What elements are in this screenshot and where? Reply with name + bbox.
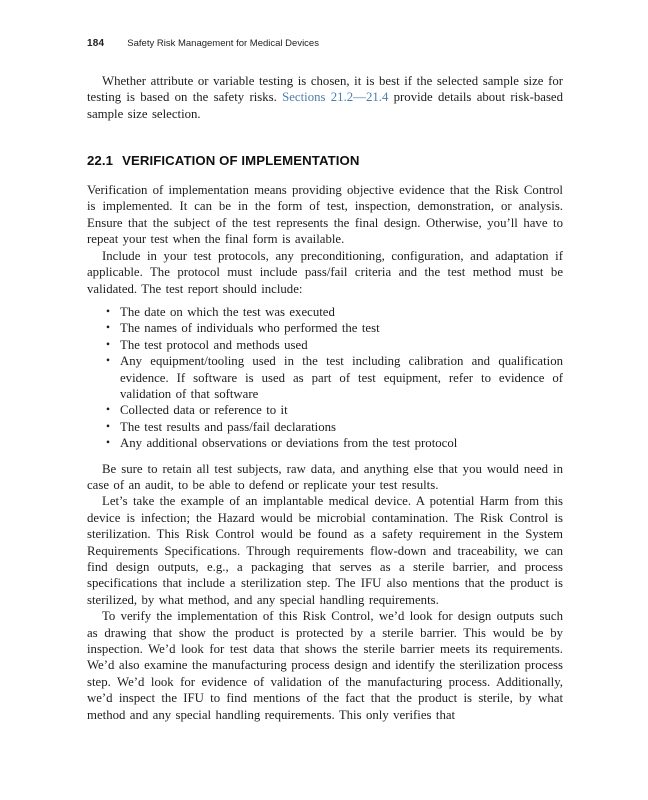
intro-text-before: Whether attribute or variable testing is chosen, it is best if the selected sample size for testing is based on the safety risks. <box>87 74 563 105</box>
paragraph-verification: Verification of implementation means providing objective evidence that the Risk Control is implemented. It can be in the form of test, inspection, demonstration, or analysis. Ensure that the subject of the test represents the final design. Otherwise, you’ll have to repeat your test when the final form is available. <box>87 183 563 247</box>
paragraph-verify-risk-control: To verify the implementation of this Risk Control, we’d look for design outputs such as drawing that show the product is protected by a sterile barrier. This would be by inspection. We’d look for test data that shows the sterile barrier meets its requirements. We’d also examine the manufacturing process design and identify the sterilization process step. We’d look for evidence of validation of the manufacturing process. Additionally, we’d inspect the IFU to find mentions of the fact that the product is sterile, by what method and any special handling requirements. This only verifies that <box>87 609 563 722</box>
list-item: • The test results and pass/fail declarations <box>87 419 563 435</box>
list-item: • The names of individuals who performed the test <box>87 320 563 336</box>
list-item: • The date on which the test was executed <box>87 304 563 320</box>
running-title: Safety Risk Management for Medical Devices <box>127 38 319 49</box>
section-cross-reference-link[interactable]: Sections 21.2—21.4 <box>282 90 389 105</box>
section-title: VERIFICATION OF IMPLEMENTATION <box>122 153 360 169</box>
paragraph-intro <box>87 73 563 122</box>
list-item: • Any additional observations or deviations from the test protocol <box>87 435 563 451</box>
list-item: • Any equipment/tooling used in the test including calibration and qualification evidence. If software is used as part of test equipment, refer to evidence of validation of that software <box>87 353 563 402</box>
paragraph-implantable-example: Let’s take the example of an implantable medical device. A potential Harm from this device is infection; the Hazard would be microbial contamination. The Risk Control is sterilization. This Risk Control would be found as a safety requirement in the System Requirements Specifications. Through requirements flow-down and traceability, we can find design outputs, e.g., a packaging that serves as a sterile barrier, and process specifications that include a sterilization step. The IFU also mentions that the product is sterilized, by what method, and any special handling requirements. <box>87 494 563 607</box>
list-item: • Collected data or reference to it <box>87 402 563 418</box>
running-header <box>87 38 563 49</box>
intro-text-after: provide details about risk-based sample size selection. <box>87 90 563 121</box>
section-number: 22.1 <box>87 153 114 169</box>
page-number: 184 <box>87 38 105 49</box>
test-report-bullet-list <box>87 304 563 452</box>
list-item: • The test protocol and methods used <box>87 337 563 353</box>
paragraph-retain-data: Be sure to retain all test subjects, raw data, and anything else that you would need in case of an audit, to be able to defend or replicate your test results. <box>87 461 563 492</box>
paragraph-test-protocols: Include in your test protocols, any preconditioning, configuration, and adaptation if applicable. The protocol must include pass/fail criteria and the test method must be validated. The test report should include: <box>87 248 563 296</box>
section-heading <box>87 153 563 169</box>
